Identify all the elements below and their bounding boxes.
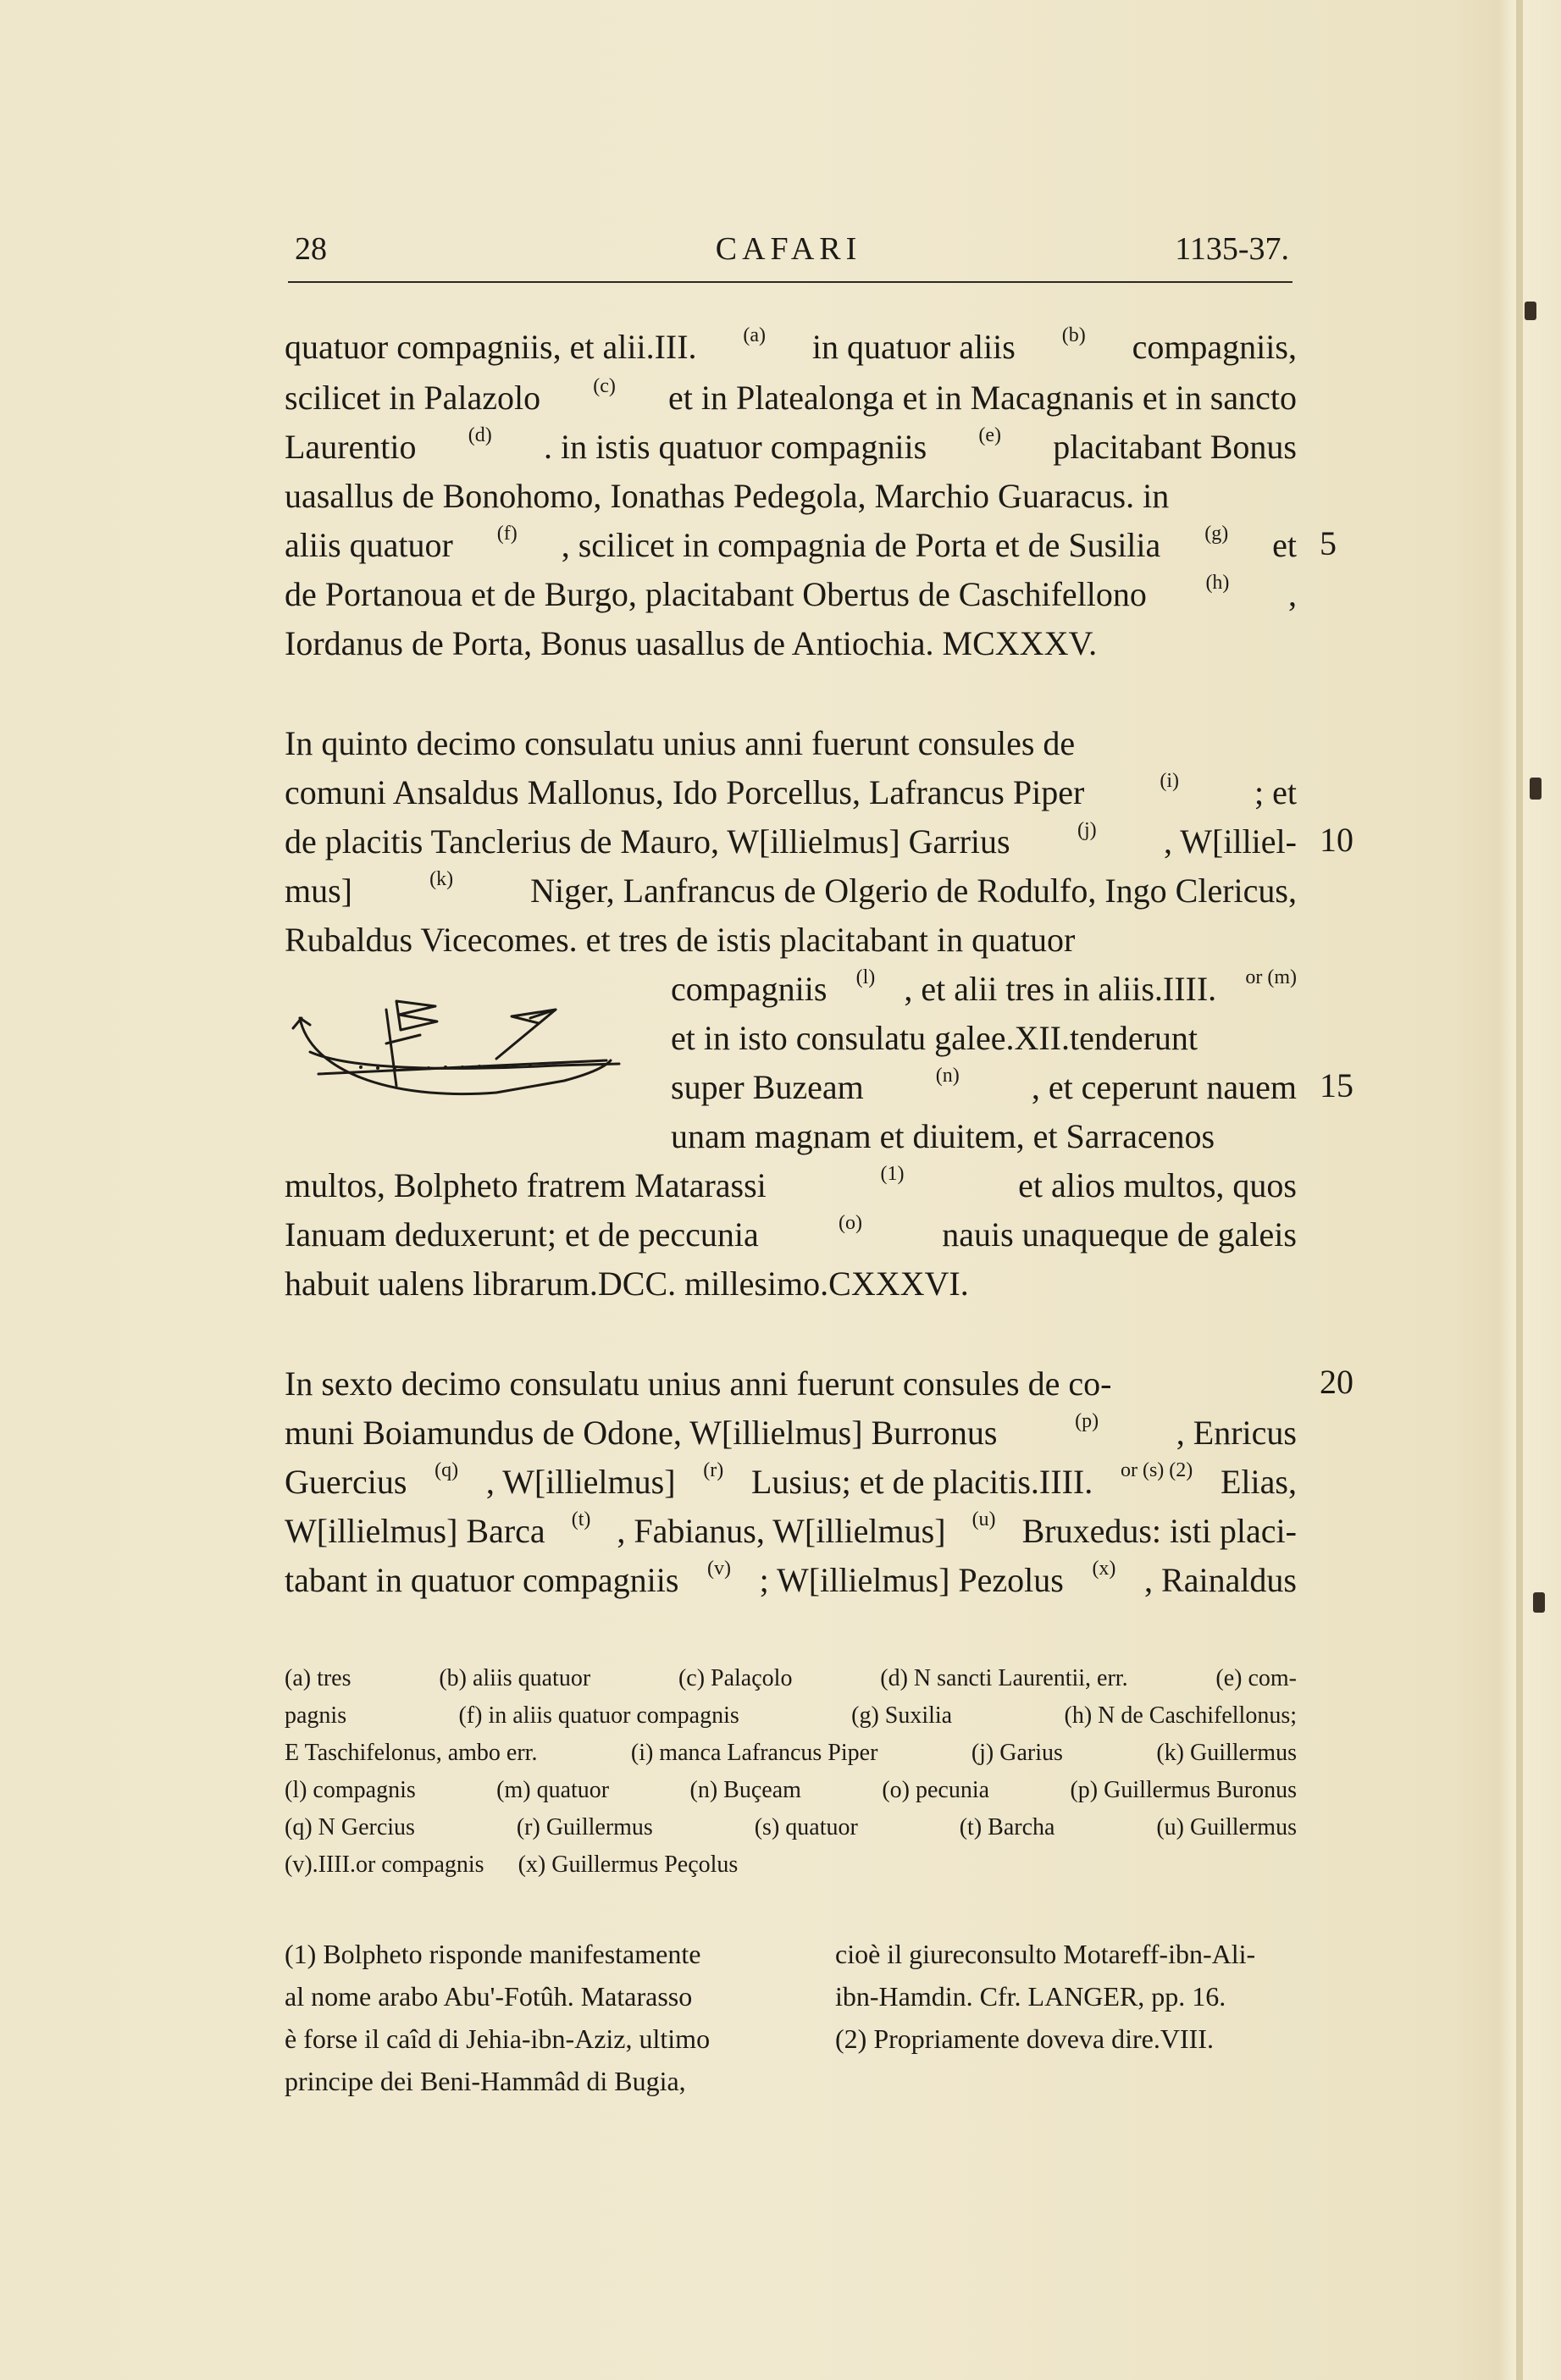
line-number: 15 bbox=[1320, 1066, 1353, 1104]
text-segment: et bbox=[1272, 526, 1297, 564]
variant-reading: (o) pecunia bbox=[882, 1777, 990, 1803]
footnote-marker: (p) bbox=[1075, 1410, 1099, 1432]
footnote-line: (1) Bolpheto risponde manifestamente bbox=[285, 1939, 701, 1969]
text-line bbox=[285, 1558, 1297, 1602]
text-line bbox=[285, 1164, 1297, 1208]
footnote-line: cioè il giureconsulto Motareff-ibn-Ali- bbox=[835, 1939, 1256, 1969]
variant-line bbox=[285, 1846, 1297, 1884]
variant-reading: (r) Guillermus bbox=[516, 1814, 653, 1840]
text-segment: Bruxedus: isti placi- bbox=[1021, 1512, 1297, 1550]
variant-reading: (m) quatuor bbox=[496, 1777, 610, 1803]
text-segment: , et ceperunt nauem bbox=[1031, 1068, 1297, 1106]
page-tab-mark bbox=[1530, 778, 1542, 800]
text-segment: Iordanus de Porta, Bonus uasallus de Antiochia. MCXXXV. bbox=[285, 624, 1098, 662]
page-tab-mark bbox=[1533, 1592, 1545, 1613]
text-segment: de Portanoua et de Burgo, placitabant Obertus de Caschifellono bbox=[285, 575, 1147, 613]
text-segment: scilicet in Palazolo bbox=[285, 379, 541, 417]
text-line bbox=[285, 771, 1297, 815]
text-line bbox=[285, 474, 1297, 518]
footnote-marker: (u) bbox=[971, 1508, 996, 1530]
text-segment: de placitis Tanclerius de Mauro, W[illielmus] Garrius bbox=[285, 822, 1010, 861]
footnote-marker: (b) bbox=[1061, 324, 1086, 346]
footnote-marker: (v) bbox=[707, 1558, 732, 1580]
variant-line bbox=[285, 1772, 1297, 1809]
text-segment: habuit ualens librarum.DCC. millesimo.CXXXVI. bbox=[285, 1265, 969, 1303]
text-segment: compagniis, bbox=[1132, 328, 1297, 366]
text-segment: ; W[illielmus] Pezolus bbox=[759, 1561, 1064, 1599]
footnote-marker: (e) bbox=[978, 424, 1002, 446]
variant-line bbox=[285, 1809, 1297, 1846]
text-line bbox=[285, 573, 1297, 617]
text-line bbox=[671, 1016, 1297, 1060]
text-line bbox=[285, 722, 1297, 766]
footnote-marker: (c) bbox=[593, 375, 616, 397]
text-segment: et alios multos, quos bbox=[1018, 1166, 1297, 1204]
page-tab-mark bbox=[1525, 302, 1536, 320]
text-segment: , et alii tres in aliis.IIII. bbox=[904, 970, 1217, 1008]
text-segment: Lusius; et de placitis.IIII. bbox=[750, 1463, 1093, 1501]
footnote-marker: (x) bbox=[1092, 1558, 1116, 1580]
text-line bbox=[285, 1509, 1297, 1553]
text-segment: in quatuor aliis bbox=[811, 328, 1016, 366]
footnote-line: principe dei Beni-Hammâd di Bugia, bbox=[285, 2066, 686, 2096]
text-segment: W[illielmus] Barca bbox=[285, 1512, 545, 1550]
variant-reading: (h) N de Caschifellonus; bbox=[1064, 1702, 1297, 1729]
footnote-marker: (t) bbox=[571, 1508, 591, 1530]
footnote-marker: (d) bbox=[468, 424, 492, 446]
text-segment: tabant in quatuor compagniis bbox=[285, 1561, 679, 1599]
text-segment: In quinto decimo consulatu unius anni fuerunt consules de bbox=[285, 724, 1076, 762]
variant-line bbox=[285, 1697, 1297, 1735]
variant-reading: (x) Guillermus Peçolus bbox=[518, 1851, 739, 1878]
line-number: 5 bbox=[1320, 524, 1337, 562]
footnote-marker: (r) bbox=[703, 1459, 724, 1481]
variant-line bbox=[285, 1660, 1297, 1697]
variant-reading: (k) Guillermus bbox=[1156, 1740, 1297, 1766]
text-line bbox=[671, 1065, 1297, 1110]
galley-drawing bbox=[285, 993, 632, 1128]
text-line bbox=[285, 325, 1297, 369]
variant-reading: (d) N sancti Laurentii, err. bbox=[880, 1665, 1128, 1691]
text-line bbox=[285, 1362, 1297, 1406]
text-line bbox=[285, 523, 1297, 567]
footnote-marker: (g) bbox=[1204, 523, 1229, 545]
text-segment: Guercius bbox=[285, 1463, 407, 1501]
text-line bbox=[671, 967, 1297, 1011]
header-rule bbox=[288, 281, 1293, 283]
text-segment: Laurentio bbox=[285, 428, 417, 466]
text-segment: Rubaldus Vicecomes. et tres de istis placitabant in quatuor bbox=[285, 921, 1076, 959]
text-segment: Elias, bbox=[1221, 1463, 1297, 1501]
footnote-marker: (1) bbox=[880, 1163, 905, 1185]
text-segment: In sexto decimo consulatu unius anni fuerunt consules de co- bbox=[285, 1364, 1112, 1403]
footnote-line: è forse il caîd di Jehia-ibn-Aziz, ultimo bbox=[285, 2023, 711, 2054]
line-number: 10 bbox=[1320, 821, 1353, 859]
footnote-marker: (o) bbox=[839, 1212, 862, 1234]
footnote-line: al nome arabo Abu'-Fotûh. Matarasso bbox=[285, 1981, 693, 2012]
text-segment: et in Platealonga et in Macagnanis et in sancto bbox=[668, 379, 1297, 417]
variant-reading: (i) manca Lafrancus Piper bbox=[630, 1740, 878, 1766]
variant-reading: (b) aliis quatuor bbox=[439, 1665, 591, 1691]
variant-reading: (t) Barcha bbox=[959, 1814, 1055, 1840]
footnote-line: (2) Propriamente doveva dire.VIII. bbox=[835, 2023, 1214, 2054]
text-line bbox=[285, 1213, 1297, 1257]
footnote-line: ibn-Hamdin. Cfr. LANGER, pp. 16. bbox=[835, 1981, 1226, 2012]
text-segment: ; et bbox=[1254, 773, 1297, 811]
variant-reading: (s) quatuor bbox=[754, 1814, 858, 1840]
variant-line bbox=[285, 1735, 1297, 1772]
variant-reading: (q) N Gercius bbox=[285, 1814, 415, 1840]
footnote-marker: or (s) (2) bbox=[1120, 1459, 1193, 1481]
text-line bbox=[285, 1460, 1297, 1504]
text-segment: , W[illiel- bbox=[1163, 822, 1297, 861]
text-segment: compagniis bbox=[671, 970, 828, 1008]
text-line bbox=[285, 376, 1297, 420]
text-line bbox=[285, 918, 1297, 962]
text-segment: multos, Bolpheto fratrem Matarassi bbox=[285, 1166, 767, 1204]
text-segment: , Fabianus, W[illielmus] bbox=[617, 1512, 946, 1550]
variant-reading: (f) in aliis quatuor compagnis bbox=[458, 1702, 739, 1729]
text-segment: , scilicet in compagnia de Porta et de Susilia bbox=[561, 526, 1161, 564]
footnote-marker: or (m) bbox=[1245, 966, 1297, 988]
text-segment: comuni Ansaldus Mallonus, Ido Porcellus, Lafrancus Piper bbox=[285, 773, 1085, 811]
text-segment: , Rainaldus bbox=[1144, 1561, 1297, 1599]
text-line bbox=[285, 425, 1297, 469]
text-segment: aliis quatuor bbox=[285, 526, 453, 564]
page-edge bbox=[1516, 0, 1523, 2380]
footnote-marker: (f) bbox=[496, 523, 518, 545]
variant-reading: (g) Suxilia bbox=[851, 1702, 953, 1729]
variant-reading: (n) Buçeam bbox=[689, 1777, 801, 1803]
text-segment: mus] bbox=[285, 872, 352, 910]
text-segment: muni Boiamundus de Odone, W[illielmus] Burronus bbox=[285, 1414, 998, 1452]
footnote-marker: (n) bbox=[935, 1065, 960, 1087]
text-line bbox=[285, 869, 1297, 913]
footnote-marker: (k) bbox=[429, 868, 454, 890]
text-segment: quatuor compagniis, et alii.III. bbox=[285, 328, 697, 366]
running-title: CAFARI bbox=[715, 231, 862, 267]
footnote-marker: (i) bbox=[1160, 770, 1179, 792]
variant-reading: (e) com- bbox=[1215, 1665, 1297, 1691]
footnote-marker: (h) bbox=[1205, 572, 1230, 594]
variant-reading: E Taschifelonus, ambo err. bbox=[285, 1740, 538, 1766]
variant-reading: (l) compagnis bbox=[285, 1777, 416, 1803]
year-range: 1135-37. bbox=[1175, 231, 1289, 267]
variant-reading: (a) tres bbox=[285, 1665, 352, 1691]
page-number: 28 bbox=[295, 231, 327, 267]
variant-reading: (j) Garius bbox=[971, 1740, 1063, 1766]
text-segment: Niger, Lanfrancus de Olgerio de Rodulfo, Ingo Clericus, bbox=[530, 872, 1297, 910]
text-line bbox=[285, 1262, 1297, 1306]
footnote-marker: (j) bbox=[1077, 819, 1097, 841]
footnote-marker: (q) bbox=[435, 1459, 459, 1481]
footnote-marker: (a) bbox=[743, 324, 767, 346]
text-line bbox=[671, 1115, 1297, 1159]
text-segment: , Enricus bbox=[1176, 1414, 1297, 1452]
footnote-marker: (l) bbox=[855, 966, 876, 988]
variant-reading: (v).IIII.or compagnis bbox=[285, 1851, 484, 1878]
text-segment: et in isto consulatu galee.XII.tenderunt bbox=[671, 1019, 1198, 1057]
variant-reading: (p) Guillermus Buronus bbox=[1070, 1777, 1297, 1803]
text-segment: nauis unaqueque de galeis bbox=[942, 1215, 1297, 1254]
text-segment: placitabant Bonus bbox=[1053, 428, 1297, 466]
text-segment: super Buzeam bbox=[671, 1068, 864, 1106]
text-segment: uasallus de Bonohomo, Ionathas Pedegola, Marchio Guaracus. in bbox=[285, 477, 1170, 515]
variant-reading: (u) Guillermus bbox=[1156, 1814, 1297, 1840]
line-number: 20 bbox=[1320, 1363, 1353, 1401]
text-segment: . in istis quatuor compagniis bbox=[543, 428, 927, 466]
text-segment: , W[illielmus] bbox=[485, 1463, 676, 1501]
text-line bbox=[285, 622, 1297, 666]
running-header bbox=[285, 230, 1293, 273]
text-segment: Ianuam deduxerunt; et de peccunia bbox=[285, 1215, 759, 1254]
variant-reading: pagnis bbox=[285, 1702, 347, 1729]
variant-reading: (c) Palaçolo bbox=[678, 1665, 793, 1691]
text-segment: unam magnam et diuitem, et Sarracenos bbox=[671, 1117, 1215, 1155]
text-segment: , bbox=[1287, 575, 1297, 613]
